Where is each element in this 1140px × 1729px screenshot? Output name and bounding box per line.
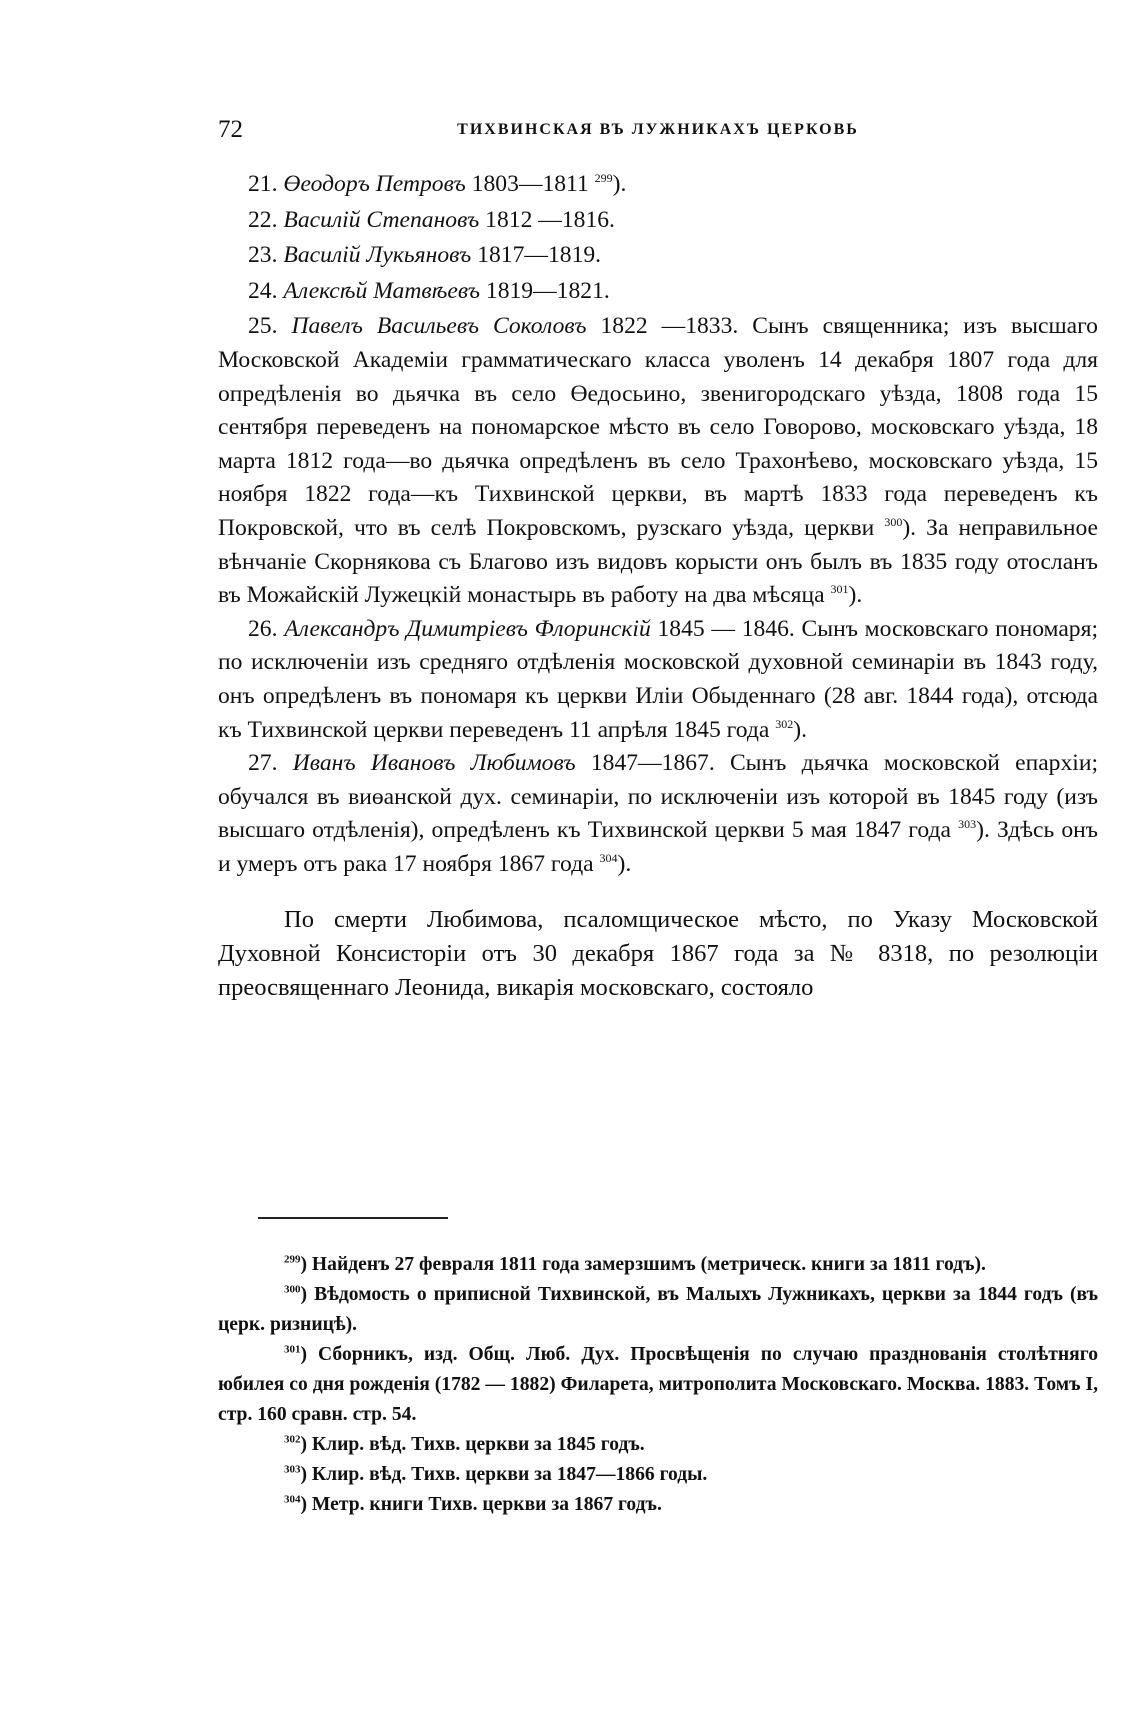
- footnote: [218, 1490, 1098, 1520]
- footnote: [218, 1340, 1098, 1430]
- page-header: [218, 110, 1098, 150]
- footnote-ref: 301: [830, 582, 849, 597]
- entry-tail: ).: [612, 171, 627, 197]
- entry-text: 1845 — 1846. Сынъ московскаго пономаря; по исключеніи изъ средняго отдѣленія московской духовной семинаріи въ 1843 году, онъ опредѣленъ въ пономаря къ церкви Иліи Обыденнаго (28 авг. 1844 года), отсюда къ Тихвинской церкви переведенъ 11 апрѣля 1845 года: [218, 615, 1098, 743]
- entry-name: Павелъ Васильевъ Соколовъ: [291, 313, 587, 340]
- clergy-entry: [218, 275, 1098, 309]
- footnote-mark: 303: [284, 1463, 301, 1476]
- footnote-text: ) Сборникъ, изд. Общ. Люб. Дух. Просвѣщенія по случаю празднованія столѣтняго юбилея со дня рожденія (1782 — 1882) Филарета, митрополита Московскаго. Москва. 1883. Томъ I, стр. 160 сравн. стр. 54.: [218, 1344, 1098, 1425]
- page-number: 72: [218, 116, 243, 143]
- clergy-entry: [218, 168, 1098, 202]
- entry-number: 25.: [248, 313, 278, 340]
- entry-text: 1847—1867. Сынъ дьячка московской епархіи; обучался въ виөанской дух. семинаріи, по исключеніи изъ которой въ 1845 году (изъ высшаго отдѣленія), опредѣленъ къ Тихвинской церкви 5 мая 1847 года: [218, 750, 1098, 844]
- entry-text: 1819—1821.: [480, 277, 610, 304]
- entry-name: Алексѣй Матвѣевъ: [283, 277, 480, 304]
- footnote: [218, 1460, 1098, 1490]
- footnote: [218, 1280, 1098, 1340]
- entry-number: 21.: [248, 171, 278, 197]
- entry-name: Иванъ Ивановъ Любимовъ: [292, 750, 576, 777]
- entry-name: Василій Степановъ: [283, 206, 480, 233]
- entry-text: 1803—1811: [465, 171, 595, 197]
- footnote-ref: 299: [594, 171, 613, 186]
- footnote: [218, 1250, 1098, 1280]
- running-title: ТИХВИНСКАЯ ВЪ ЛУЖНИКАХЪ ЦЕРКОВЬ: [457, 121, 859, 138]
- closing-paragraph: По смерти Любимова, псаломщическое мѣсто, по Указу Московской Духовной Консисторіи отъ 30 декабря 1867 года за № 8318, по резолюціи преосвященнаго Леонида, викарія московскаго, состояло: [218, 906, 1098, 1002]
- entry-number: 24.: [248, 277, 278, 304]
- entry-number: 27.: [248, 750, 278, 777]
- clergy-entry: [218, 204, 1098, 238]
- entry-tail: ).: [617, 850, 632, 877]
- footnote-text: ) Клир. вѣд. Тихв. церкви за 1845 годъ.: [300, 1434, 645, 1455]
- footnotes: [218, 1250, 1098, 1520]
- footnote-mark: 300: [284, 1283, 301, 1296]
- clergy-entry: [218, 613, 1098, 747]
- entry-text: 1817—1819.: [471, 242, 602, 269]
- footnote-text: ) Метр. книги Тихв. церкви за 1867 годъ.: [300, 1494, 662, 1515]
- footnote-mark: 299: [284, 1253, 301, 1266]
- footnote-ref: 303: [958, 817, 977, 832]
- entry-tail: ).: [848, 582, 863, 609]
- entry-tail: ). Здѣсь онъ и умеръ отъ рака 17 ноября 1867 года: [218, 817, 1098, 877]
- footnote-ref: 300: [884, 515, 903, 530]
- footnote-ref: 302: [775, 716, 794, 731]
- entry-tail: ).: [793, 716, 807, 743]
- footnote-mark: 301: [284, 1343, 301, 1356]
- entry-name: Өеодоръ Петровъ: [283, 171, 466, 197]
- clergy-entry: [218, 310, 1098, 612]
- footnote-ref: 304: [599, 851, 618, 866]
- footnote-mark: 302: [284, 1433, 301, 1446]
- footnote: [218, 1430, 1098, 1460]
- entry-text: 1812 —1816.: [479, 206, 615, 233]
- footnote-text: ) Найденъ 27 февраля 1811 года замерзшимъ (метрическ. книги за 1811 годъ).: [300, 1254, 986, 1275]
- clergy-entry: [218, 747, 1098, 881]
- entry-number: 23.: [248, 242, 278, 269]
- entry-tail: ). За неправильное вѣнчаніе Скорнякова съ Благово изъ видовъ корысти онъ былъ въ 1835 году отосланъ въ Можайскій Лужецкій монастырь въ работу на два мѣсяца: [218, 514, 1098, 609]
- footnote-mark: 304: [284, 1493, 301, 1506]
- clergy-entry: [218, 239, 1098, 273]
- footnote-divider: [258, 1217, 448, 1219]
- entry-text: 1822 —1833. Сынъ священника; изъ высшаго Московской Академіи грамматическаго класса уволенъ 14 декабря 1807 года для опредѣленія во дьячка въ село Өедосьино, звенигородскаго уѣзда, 1808 года 15 сентября переведенъ на пономарское мѣсто въ село Говорово, московскаго уѣзда, 18 марта 1812 года—во дьячка опредѣленъ въ село Трахонѣево, московскаго уѣзда, 15 ноября 1822 года—къ Тихвинской церкви, въ мартѣ 1833 года переведенъ къ Покровской, что въ селѣ Покровскомъ, рузскаго уѣзда, церкви: [218, 313, 1098, 541]
- entry-number: 22.: [248, 206, 278, 233]
- entry-name: Василій Лукьяновъ: [283, 242, 472, 269]
- footnote-text: ) Клир. вѣд. Тихв. церкви за 1847—1866 годы.: [300, 1464, 708, 1485]
- main-text: [218, 168, 1098, 1005]
- entry-name: Александръ Димитріевъ Флоринскій: [284, 615, 651, 642]
- footnote-text: ) Вѣдомость о приписной Тихвинской, въ Малыхъ Лужникахъ, церкви за 1844 годъ (въ церк. ризницѣ).: [218, 1284, 1098, 1335]
- entry-number: 26.: [248, 615, 278, 642]
